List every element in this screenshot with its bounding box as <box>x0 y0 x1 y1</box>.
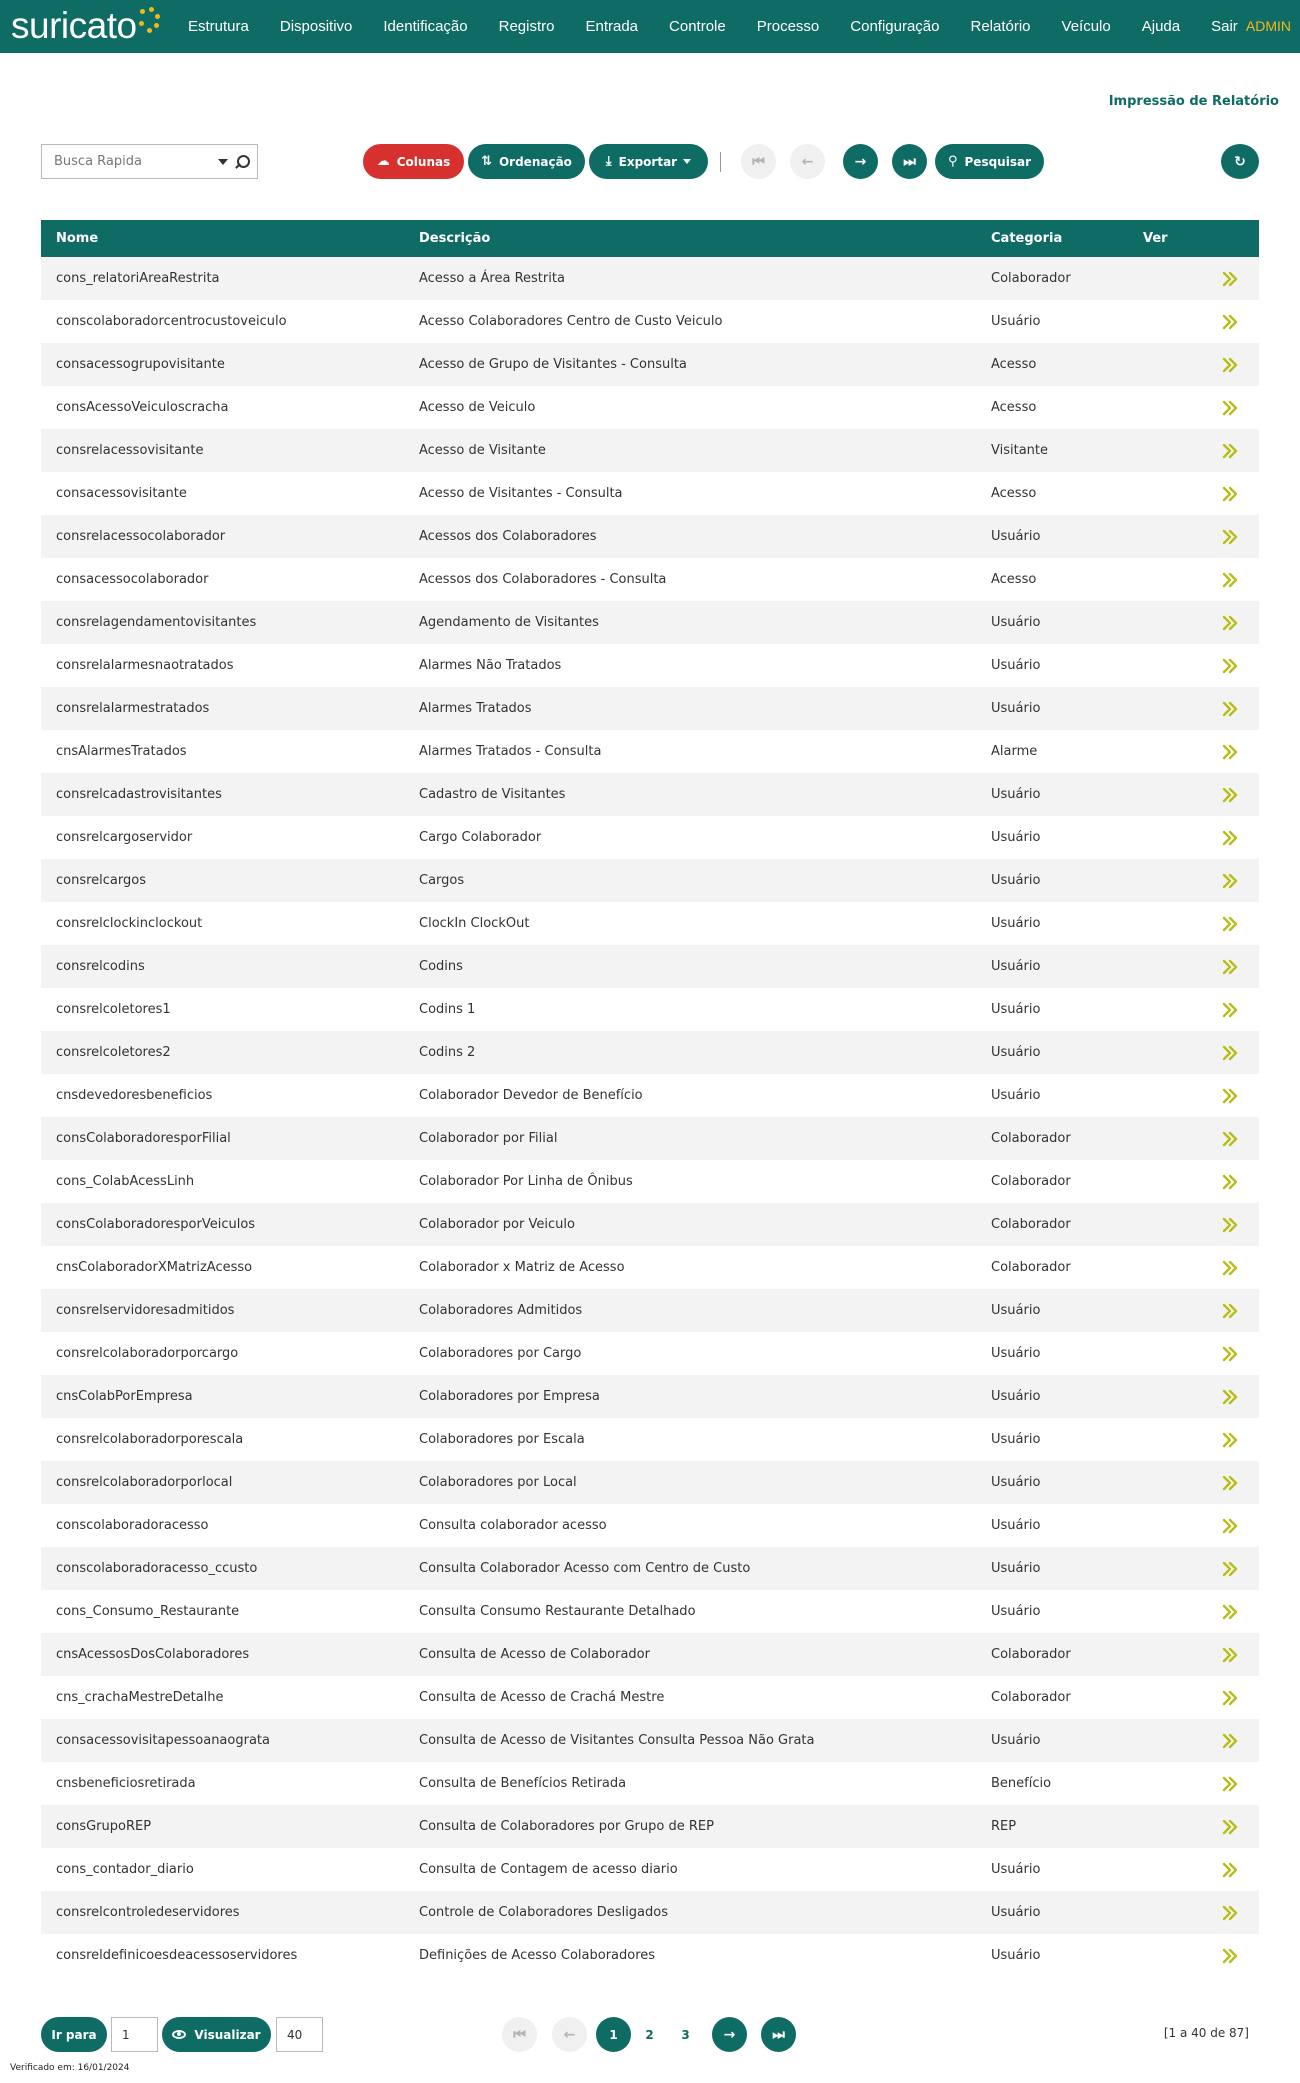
table-row <box>41 1891 1259 1934</box>
cell-descricao: Alarmes Não Tratados <box>419 658 562 673</box>
table-header <box>41 220 1259 257</box>
nav-item-entrada[interactable]: Entrada <box>585 18 639 35</box>
cell-nome: consAcessoVeiculoscracha <box>56 400 229 415</box>
double-chevron-right-icon[interactable] <box>1220 1602 1240 1622</box>
double-chevron-right-icon[interactable] <box>1220 1645 1240 1665</box>
cell-nome: consrelacessovisitante <box>56 443 204 458</box>
previous-page-bottom-button[interactable] <box>552 2017 587 2052</box>
cell-descricao: Cargos <box>419 873 465 888</box>
table-row <box>41 1547 1259 1590</box>
double-chevron-right-icon[interactable] <box>1220 1473 1240 1493</box>
cell-descricao: Consulta de Contagem de acesso diario <box>419 1862 678 1877</box>
cell-categoria: Usuário <box>991 1604 1041 1619</box>
cell-descricao: Colaboradores por Local <box>419 1475 577 1490</box>
nav-item-estrutura[interactable]: Estrutura <box>188 18 249 35</box>
cell-descricao: Colaborador x Matriz de Acesso <box>419 1260 625 1275</box>
cell-nome: cnsAcessosDosColaboradores <box>56 1647 250 1662</box>
cell-descricao: Consulta Colaborador Acesso com Centro de Custo <box>419 1561 751 1576</box>
cell-categoria: Colaborador <box>991 1647 1071 1662</box>
table-row <box>41 1031 1259 1074</box>
cell-categoria: Acesso <box>991 400 1037 415</box>
double-chevron-right-icon[interactable] <box>1220 1860 1240 1880</box>
download-icon: ⤓ <box>605 154 612 169</box>
nav-item-relatorio[interactable]: Relatório <box>970 18 1031 35</box>
cell-descricao: Codins <box>419 959 463 974</box>
table-row <box>41 1676 1259 1719</box>
table-row <box>41 859 1259 902</box>
double-chevron-right-icon[interactable] <box>1220 1086 1240 1106</box>
search-dropdown-icon[interactable] <box>218 159 228 165</box>
cell-nome: cns_crachaMestreDetalhe <box>56 1690 224 1705</box>
cell-nome: conscolaboradorcentrocustoveiculo <box>56 314 287 329</box>
cell-descricao: Acesso Colaboradores Centro de Custo Veiculo <box>419 314 723 329</box>
table-row <box>41 386 1259 429</box>
cell-descricao: Cadastro de Visitantes <box>419 787 566 802</box>
double-chevron-right-icon[interactable] <box>1220 699 1240 719</box>
cell-descricao: Acessos dos Colaboradores <box>419 529 597 544</box>
table-row <box>41 816 1259 859</box>
refresh-button[interactable] <box>1221 144 1259 179</box>
cell-categoria: Usuário <box>991 1303 1041 1318</box>
cell-categoria: Alarme <box>991 744 1038 759</box>
top-navigation-bar <box>0 0 1300 53</box>
table-row <box>41 1504 1259 1547</box>
nav-item-dispositivo[interactable]: Dispositivo <box>279 18 353 35</box>
table-row <box>41 558 1259 601</box>
cell-categoria: Usuário <box>991 1045 1041 1060</box>
cell-categoria: REP <box>991 1819 1017 1834</box>
double-chevron-right-icon[interactable] <box>1220 1129 1240 1149</box>
table-row <box>41 902 1259 945</box>
cell-nome: consrelcodins <box>56 959 145 974</box>
cell-categoria: Colaborador <box>991 1131 1071 1146</box>
arrow-right-icon: → <box>723 2026 736 2043</box>
first-page-icon: ⏮ <box>752 153 765 170</box>
cell-descricao: Consulta colaborador acesso <box>419 1518 607 1533</box>
cell-categoria: Usuário <box>991 959 1041 974</box>
table-row <box>41 1590 1259 1633</box>
cell-nome: cons_Consumo_Restaurante <box>56 1604 240 1619</box>
cell-nome: consrelcolaboradorporescala <box>56 1432 244 1447</box>
cell-descricao: Consulta de Acesso de Colaborador <box>419 1647 650 1662</box>
double-chevron-right-icon[interactable] <box>1220 1430 1240 1450</box>
quick-search <box>41 144 258 179</box>
table-row <box>41 1461 1259 1504</box>
cell-categoria: Colaborador <box>991 1690 1071 1705</box>
verified-date: Verificado em: 16/01/2024 <box>10 2063 130 2073</box>
magnifier-icon: ⚲ <box>947 154 958 169</box>
cell-nome: consrelclockinclockout <box>56 916 203 931</box>
cell-descricao: Codins 2 <box>419 1045 476 1060</box>
first-page-bottom-button[interactable] <box>502 2017 537 2052</box>
last-page-icon: ⏭ <box>772 2026 785 2043</box>
colunas-button[interactable] <box>363 144 464 179</box>
cell-descricao: Consulta Consumo Restaurante Detalhado <box>419 1604 696 1619</box>
next-page-bottom-button[interactable] <box>712 2017 747 2052</box>
table-row <box>41 687 1259 730</box>
cell-categoria: Colaborador <box>991 1174 1071 1189</box>
colunas-label: Colunas <box>396 154 451 169</box>
sort-icon: ⇅ <box>481 154 492 169</box>
header-ver: Ver <box>1143 231 1168 246</box>
cell-nome: consrelcargos <box>56 873 146 888</box>
double-chevron-right-icon[interactable] <box>1220 570 1240 590</box>
table-row <box>41 730 1259 773</box>
ordenacao-label: Ordenação <box>498 154 572 169</box>
records-range: [1 a 40 de 87] <box>1163 2026 1249 2040</box>
nav-item-sair[interactable]: Sair <box>1211 18 1238 35</box>
table-row <box>41 1117 1259 1160</box>
table-row <box>41 300 1259 343</box>
cell-descricao: Definições de Acesso Colaboradores <box>419 1948 656 1963</box>
cell-categoria: Colaborador <box>991 1217 1071 1232</box>
cell-descricao: Acessos dos Colaboradores - Consulta <box>419 572 667 587</box>
cell-descricao: Agendamento de Visitantes <box>419 615 599 630</box>
table-row <box>41 1246 1259 1289</box>
cell-nome: cons_ColabAcessLinh <box>56 1174 195 1189</box>
cell-nome: cons_contador_diario <box>56 1862 194 1877</box>
table-row <box>41 429 1259 472</box>
pesquisar-button[interactable] <box>935 144 1044 179</box>
cell-nome: consrelservidoresadmitidos <box>56 1303 235 1318</box>
table-row <box>41 1418 1259 1461</box>
exportar-label: Exportar <box>618 154 678 169</box>
ordenacao-button[interactable] <box>468 144 585 179</box>
cell-descricao: Colaboradores Admitidos <box>419 1303 583 1318</box>
reports-table <box>41 220 1259 1977</box>
nav-item-configuracao[interactable]: Configuração <box>850 18 940 35</box>
table-row <box>41 1848 1259 1891</box>
arrow-left-icon: ← <box>563 2026 576 2043</box>
table-row <box>41 1934 1259 1977</box>
double-chevron-right-icon[interactable] <box>1220 1688 1240 1708</box>
table-row <box>41 1375 1259 1418</box>
double-chevron-right-icon[interactable] <box>1220 1000 1240 1020</box>
table-row <box>41 773 1259 816</box>
cell-descricao: Acesso de Grupo de Visitantes - Consulta <box>419 357 687 372</box>
double-chevron-right-icon[interactable] <box>1220 1946 1240 1966</box>
last-page-icon: ⏭ <box>903 153 916 170</box>
last-page-top-button[interactable] <box>892 144 927 179</box>
cell-descricao: Acesso de Visitante <box>419 443 546 458</box>
cell-descricao: Cargo Colaborador <box>419 830 542 845</box>
logo-text: suricato <box>11 5 137 46</box>
table-row <box>41 515 1259 558</box>
table-row <box>41 1762 1259 1805</box>
table-row <box>41 601 1259 644</box>
cell-descricao: ClockIn ClockOut <box>419 916 530 931</box>
table-row <box>41 1203 1259 1246</box>
cloud-icon: ☁ <box>376 154 390 169</box>
header-descricao[interactable]: Descrição <box>419 231 491 246</box>
cell-categoria: Usuário <box>991 1346 1041 1361</box>
visualizar-button[interactable] <box>162 2017 271 2052</box>
search-icon[interactable] <box>234 155 248 169</box>
cell-descricao: Consulta de Colaboradores por Grupo de REP <box>419 1819 714 1834</box>
cell-descricao: Codins 1 <box>419 1002 476 1017</box>
cell-categoria: Usuário <box>991 787 1041 802</box>
double-chevron-right-icon[interactable] <box>1220 613 1240 633</box>
refresh-icon: ↻ <box>1234 153 1246 170</box>
cell-descricao: Colaborador por Veiculo <box>419 1217 575 1232</box>
double-chevron-right-icon[interactable] <box>1220 1817 1240 1837</box>
main-menu <box>188 0 1269 53</box>
table-row <box>41 1160 1259 1203</box>
cell-categoria: Usuário <box>991 830 1041 845</box>
table-row <box>41 1289 1259 1332</box>
last-page-bottom-button[interactable] <box>761 2017 796 2052</box>
cell-nome: conscolaboradoracesso_ccusto <box>56 1561 258 1576</box>
cell-categoria: Benefício <box>991 1776 1052 1791</box>
cell-descricao: Alarmes Tratados <box>419 701 532 716</box>
cell-nome: consacessogrupovisitante <box>56 357 225 372</box>
cell-descricao: Controle de Colaboradores Desligados <box>419 1905 668 1920</box>
cell-categoria: Usuário <box>991 701 1041 716</box>
double-chevron-right-icon[interactable] <box>1220 742 1240 762</box>
cell-nome: consacessocolaborador <box>56 572 209 587</box>
cell-descricao: Acesso de Veiculo <box>419 400 536 415</box>
cell-nome: consrelcoletores2 <box>56 1045 171 1060</box>
first-page-top-button[interactable] <box>741 144 776 179</box>
double-chevron-right-icon[interactable] <box>1220 1215 1240 1235</box>
nav-item-ajuda[interactable]: Ajuda <box>1141 18 1181 35</box>
cell-descricao: Alarmes Tratados - Consulta <box>419 744 602 759</box>
cell-categoria: Usuário <box>991 1862 1041 1877</box>
cell-categoria: Usuário <box>991 873 1041 888</box>
cell-categoria: Acesso <box>991 486 1037 501</box>
cell-categoria: Acesso <box>991 572 1037 587</box>
cell-categoria: Usuário <box>991 916 1041 931</box>
cell-nome: consrelalarmestratados <box>56 701 210 716</box>
cell-nome: consacessovisitapessoanaograta <box>56 1733 270 1748</box>
table-row <box>41 1074 1259 1117</box>
cell-nome: cnsdevedoresbeneficios <box>56 1088 213 1103</box>
logo-dots-icon <box>138 7 160 37</box>
cell-nome: conscolaboradoracesso <box>56 1518 209 1533</box>
cell-nome: consacessovisitante <box>56 486 187 501</box>
nav-item-controle[interactable]: Controle <box>669 18 726 35</box>
page-title: Impressão de Relatório <box>1108 94 1279 109</box>
cell-categoria: Usuário <box>991 1518 1041 1533</box>
cell-categoria: Usuário <box>991 1389 1041 1404</box>
double-chevron-right-icon[interactable] <box>1220 828 1240 848</box>
cell-categoria: Visitante <box>991 443 1049 458</box>
cell-categoria: Usuário <box>991 1432 1041 1447</box>
nav-item-identificacao[interactable]: Identificação <box>383 18 468 35</box>
table-row <box>41 988 1259 1031</box>
cell-nome: cons_relatoriAreaRestrita <box>56 271 220 286</box>
cell-categoria: Usuário <box>991 1002 1041 1017</box>
cell-nome: consrelcontroledeservidores <box>56 1905 240 1920</box>
table-row <box>41 945 1259 988</box>
cell-nome: consrelcolaboradorporcargo <box>56 1346 239 1361</box>
double-chevron-right-icon[interactable] <box>1220 398 1240 418</box>
nav-item-veiculo[interactable]: Veículo <box>1061 18 1111 35</box>
cell-nome: consreldefinicoesdeacessoservidores <box>56 1948 298 1963</box>
toolbar-divider <box>720 152 721 172</box>
cell-descricao: Colaborador Por Linha de Ônibus <box>419 1174 633 1189</box>
previous-page-top-button[interactable] <box>790 144 825 179</box>
arrow-left-icon: ← <box>801 153 814 170</box>
cell-categoria: Usuário <box>991 658 1041 673</box>
double-chevron-right-icon[interactable] <box>1220 1559 1240 1579</box>
next-page-top-button[interactable] <box>843 144 878 179</box>
cell-descricao: Acesso de Visitantes - Consulta <box>419 486 623 501</box>
cell-categoria: Colaborador <box>991 1260 1071 1275</box>
page-3-button[interactable]: 3 <box>681 2027 690 2042</box>
cell-descricao: Consulta de Acesso de Visitantes Consulta Pessoa Não Grata <box>419 1733 815 1748</box>
header-categoria[interactable]: Categoria <box>991 231 1063 246</box>
cell-descricao: Colaboradores por Empresa <box>419 1389 600 1404</box>
cell-nome: consColaboradoresporVeiculos <box>56 1217 256 1232</box>
cell-nome: consrelcoletores1 <box>56 1002 171 1017</box>
double-chevron-right-icon[interactable] <box>1220 1172 1240 1192</box>
cell-nome: cnsColabPorEmpresa <box>56 1389 193 1404</box>
cell-categoria: Usuário <box>991 1475 1041 1490</box>
table-row <box>41 1719 1259 1762</box>
table-row <box>41 1805 1259 1848</box>
cell-categoria: Usuário <box>991 1733 1041 1748</box>
visualizar-label: Visualizar <box>194 2027 261 2042</box>
page-1-button[interactable]: 1 <box>596 2017 631 2052</box>
nav-item-registro[interactable]: Registro <box>498 18 555 35</box>
table-row <box>41 343 1259 386</box>
chevron-down-icon <box>683 159 691 164</box>
cell-nome: consrelcadastrovisitantes <box>56 787 222 802</box>
header-nome[interactable]: Nome <box>56 231 99 246</box>
user-menu-admin[interactable]: ADMIN <box>1245 18 1291 34</box>
table-body <box>41 257 1259 1977</box>
cell-categoria: Usuário <box>991 529 1041 544</box>
cell-nome: consrelalarmesnaotratados <box>56 658 234 673</box>
cell-nome: consColaboradoresporFilial <box>56 1131 231 1146</box>
double-chevron-right-icon[interactable] <box>1220 1258 1240 1278</box>
cell-categoria: Usuário <box>991 1088 1041 1103</box>
cell-categoria: Usuário <box>991 615 1041 630</box>
first-page-icon: ⏮ <box>513 2026 526 2043</box>
cell-categoria: Usuário <box>991 1561 1041 1576</box>
cell-nome: consGrupoREP <box>56 1819 152 1834</box>
double-chevron-right-icon[interactable] <box>1220 1774 1240 1794</box>
quick-search-input[interactable] <box>54 154 214 169</box>
cell-nome: cnsColaboradorXMatrizAcesso <box>56 1260 253 1275</box>
cell-nome: consrelcolaboradorporlocal <box>56 1475 233 1490</box>
double-chevron-right-icon[interactable] <box>1220 269 1240 289</box>
cell-descricao: Colaboradores por Escala <box>419 1432 585 1447</box>
cell-descricao: Colaborador Devedor de Benefício <box>419 1088 643 1103</box>
double-chevron-right-icon[interactable] <box>1220 1903 1240 1923</box>
double-chevron-right-icon[interactable] <box>1220 1344 1240 1364</box>
cell-nome: consrelacessocolaborador <box>56 529 226 544</box>
cell-nome: cnsbeneficiosretirada <box>56 1776 196 1791</box>
double-chevron-right-icon[interactable] <box>1220 527 1240 547</box>
cell-categoria: Acesso <box>991 357 1037 372</box>
nav-item-processo[interactable]: Processo <box>756 18 820 35</box>
page-2-button[interactable]: 2 <box>645 2027 654 2042</box>
double-chevron-right-icon[interactable] <box>1220 441 1240 461</box>
double-chevron-right-icon[interactable] <box>1220 1301 1240 1321</box>
double-chevron-right-icon[interactable] <box>1220 871 1240 891</box>
cell-categoria: Usuário <box>991 1905 1041 1920</box>
arrow-right-icon: → <box>854 153 867 170</box>
rows-per-page-input[interactable] <box>276 2017 323 2052</box>
table-row <box>41 1633 1259 1676</box>
cell-descricao: Consulta de Benefícios Retirada <box>419 1776 627 1791</box>
cell-nome: consrelagendamentovisitantes <box>56 615 257 630</box>
double-chevron-right-icon[interactable] <box>1220 355 1240 375</box>
table-row <box>41 472 1259 515</box>
double-chevron-right-icon[interactable] <box>1220 656 1240 676</box>
double-chevron-right-icon[interactable] <box>1220 1516 1240 1536</box>
suricato-logo[interactable] <box>11 3 160 49</box>
cell-descricao: Consulta de Acesso de Crachá Mestre <box>419 1690 665 1705</box>
cell-categoria: Usuário <box>991 314 1041 329</box>
cell-nome: consrelcargoservidor <box>56 830 193 845</box>
cell-descricao: Colaborador por Filial <box>419 1131 558 1146</box>
table-row <box>41 644 1259 687</box>
cell-descricao: Acesso a Área Restrita <box>419 271 565 286</box>
double-chevron-right-icon[interactable] <box>1220 785 1240 805</box>
ir-para-button[interactable]: Ir para <box>41 2017 107 2052</box>
eye-icon <box>172 2030 186 2039</box>
double-chevron-right-icon[interactable] <box>1220 312 1240 332</box>
table-row <box>41 1332 1259 1375</box>
go-to-page-input[interactable] <box>111 2017 158 2052</box>
exportar-button[interactable] <box>589 144 708 179</box>
cell-categoria: Usuário <box>991 1948 1041 1963</box>
pesquisar-label: Pesquisar <box>964 154 1031 169</box>
double-chevron-right-icon[interactable] <box>1220 914 1240 934</box>
double-chevron-right-icon[interactable] <box>1220 957 1240 977</box>
double-chevron-right-icon[interactable] <box>1220 484 1240 504</box>
cell-nome: cnsAlarmesTratados <box>56 744 187 759</box>
double-chevron-right-icon[interactable] <box>1220 1731 1240 1751</box>
double-chevron-right-icon[interactable] <box>1220 1387 1240 1407</box>
cell-categoria: Colaborador <box>991 271 1071 286</box>
double-chevron-right-icon[interactable] <box>1220 1043 1240 1063</box>
cell-descricao: Colaboradores por Cargo <box>419 1346 582 1361</box>
table-row <box>41 257 1259 300</box>
